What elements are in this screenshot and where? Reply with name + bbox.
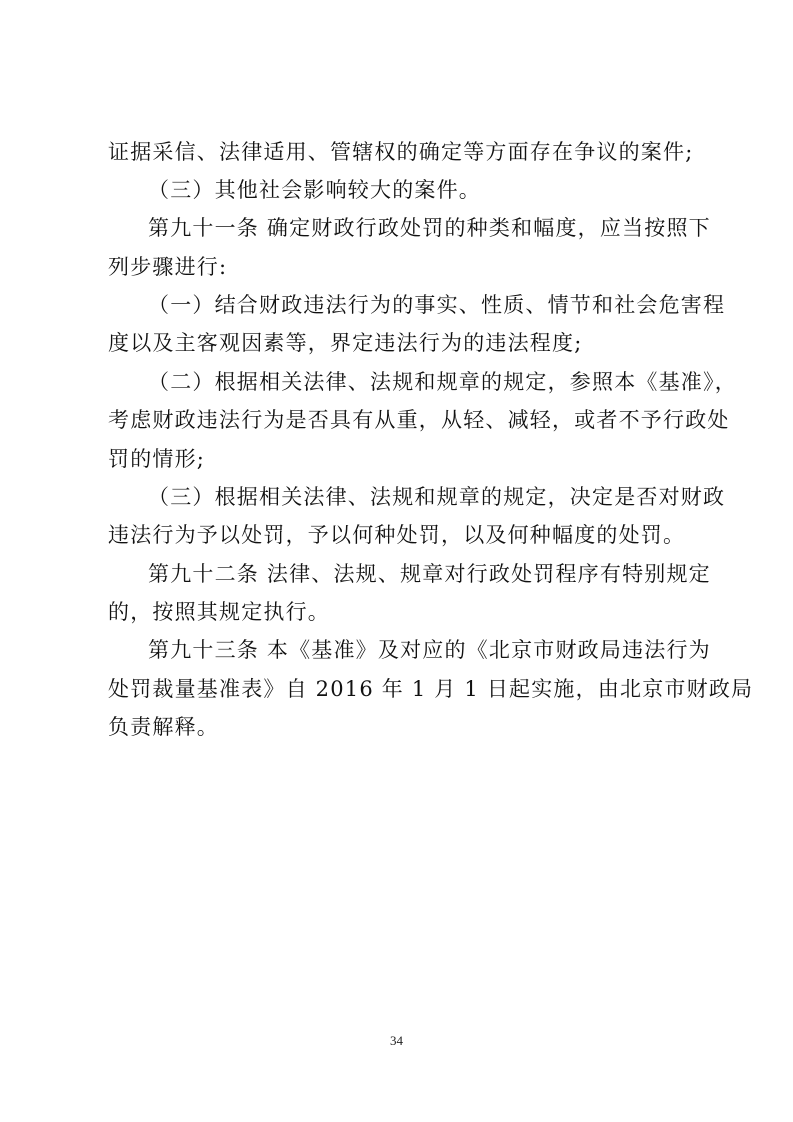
text-line-1: 证据采信、法律适用、管辖权的确定等方面存在争议的案件;: [108, 140, 694, 164]
text-line-16: 负责解释。: [108, 715, 219, 739]
article-92-heading-line: 第九十二条 法律、法规、规章对行政处罚程序有特别规定: [148, 562, 711, 586]
text-line-8: 考虑财政违法行为是否具有从重，从轻、减轻，或者不予行政处: [108, 408, 730, 432]
text-line-4: 列步骤进行:: [108, 255, 228, 279]
article-93-heading-line: 第九十三条 本《基准》及对应的《北京市财政局违法行为: [148, 638, 711, 662]
text-line-10: （三）根据相关法律、法规和规章的规定，决定是否对财政: [148, 485, 726, 509]
text-line-2: （三）其他社会影响较大的案件。: [148, 178, 481, 202]
text-line-5: （一）结合财政违法行为的事实、性质、情节和社会危害程: [148, 293, 726, 317]
article-91-heading-line: 第九十一条 确定财政行政处罚的种类和幅度，应当按照下: [148, 216, 711, 240]
text-line-11: 违法行为予以处罚，予以何种处罚，以及何种幅度的处罚。: [108, 523, 686, 547]
text-line-15: 处罚裁量基准表》自 2016 年 1 月 1 日起实施，由北京市财政局: [108, 677, 754, 701]
text-line-13: 的，按照其规定执行。: [108, 600, 330, 624]
text-line-7: （二）根据相关法律、法规和规章的规定，参照本《基准》，: [148, 370, 737, 394]
text-line-9: 罚的情形;: [108, 447, 206, 471]
page-number: 34: [390, 1033, 403, 1048]
text-line-6: 度以及主客观因素等，界定违法行为的违法程度;: [108, 331, 583, 355]
